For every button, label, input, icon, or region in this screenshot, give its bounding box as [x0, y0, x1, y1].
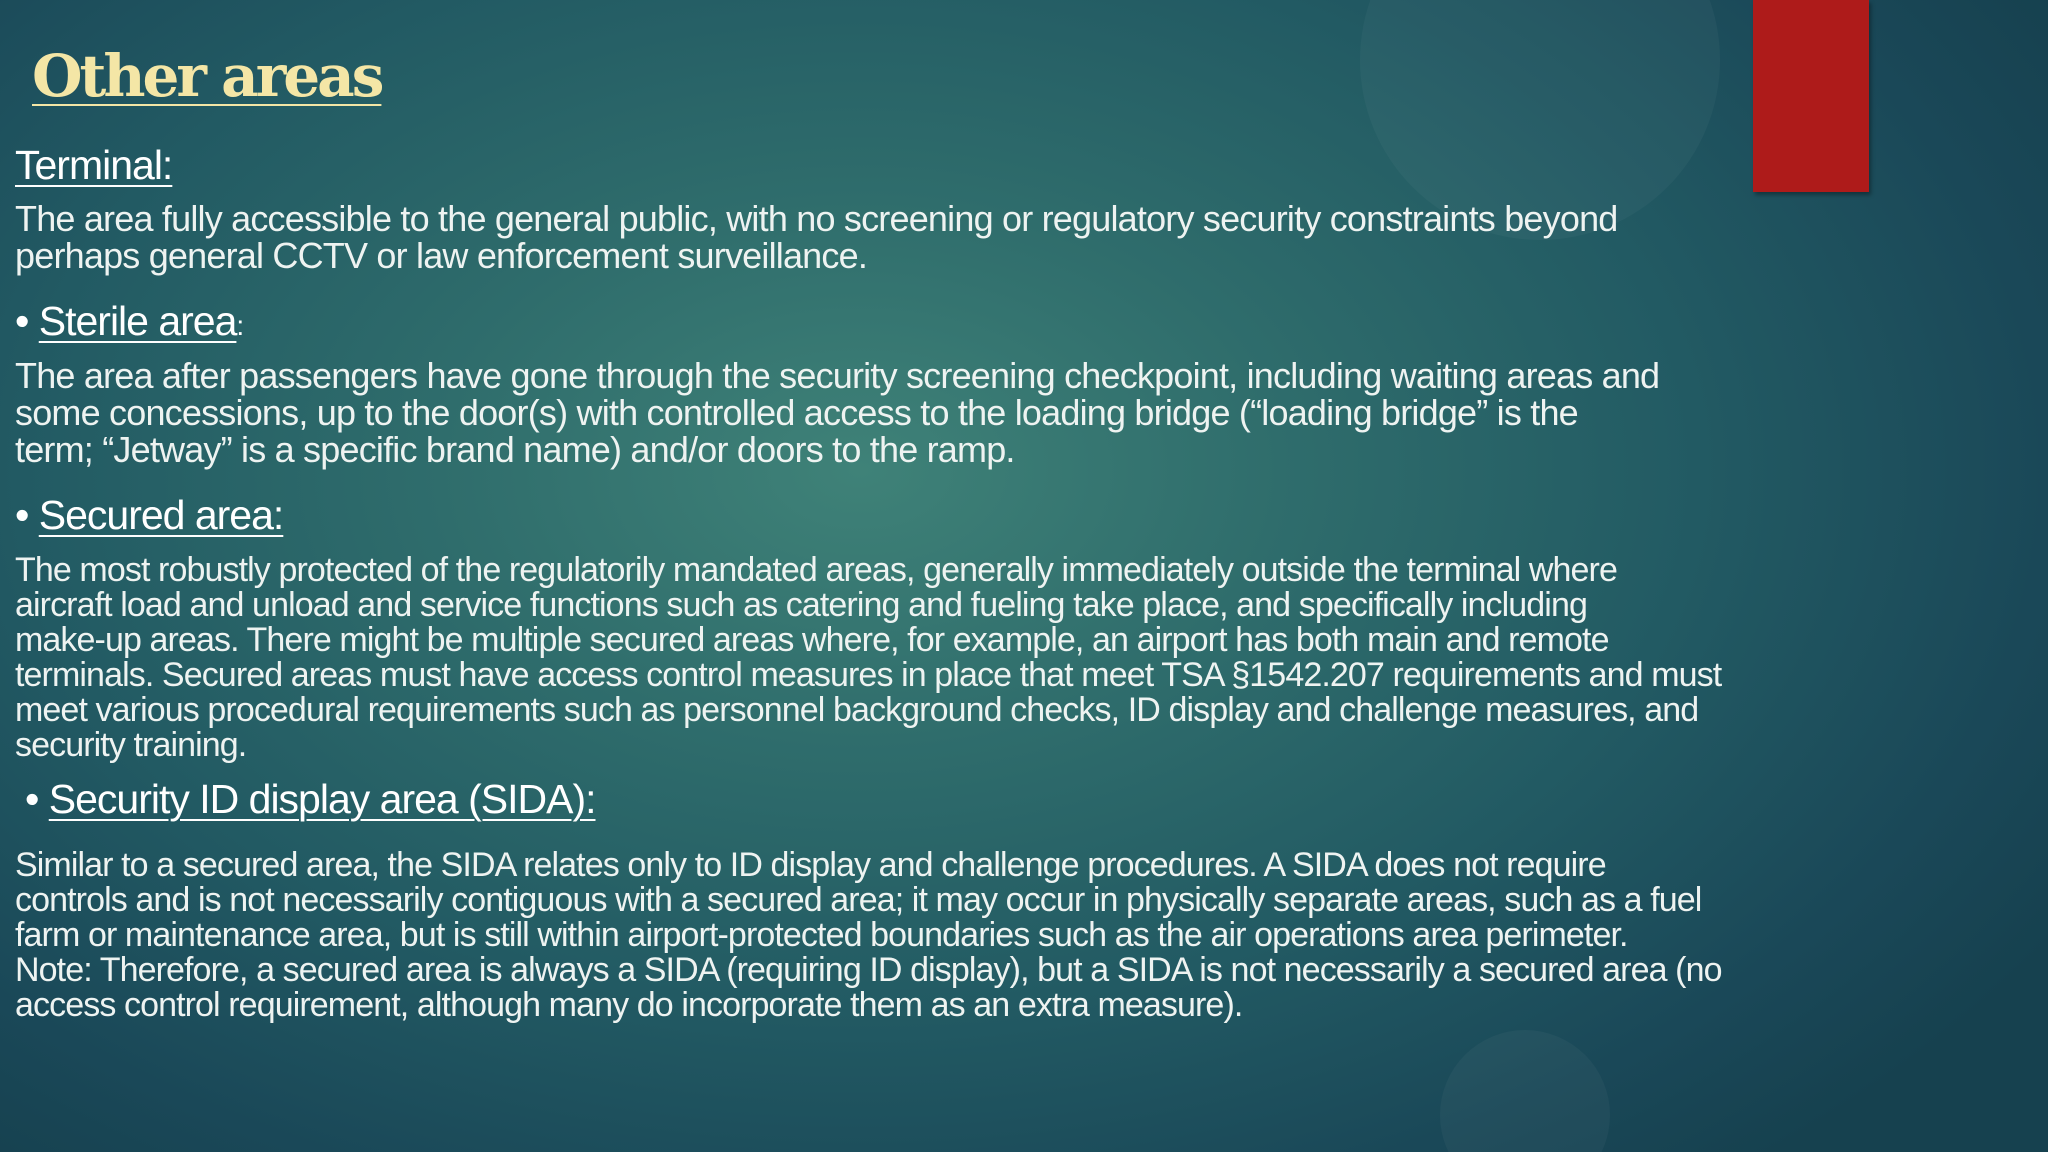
section-body-sterile-area: The area after passengers have gone through the security screening checkpoint, including waiting areas and some concessions, up to the door(s) with controlled access to the loading bridge (“loading bridge” is the term; “Jetway” is a specific brand name) and/or doors to the ramp.	[15, 355, 1660, 470]
bullet: •	[15, 298, 39, 344]
section-heading-sida	[25, 776, 596, 823]
section-body-secured-area: The most robustly protected of the regulatorily mandated areas, generally immediately outside the terminal where aircraft load and unload and service functions such as catering and fueling take place, and specifically including make-up areas. There might be multiple secured areas where, for example, an airport has both main and remote terminals. Secured areas must have access control measures in place that meet TSA §1542.207 requirements and must meet various procedural requirements such as personnel background checks, ID display and challenge measures, and security training.	[15, 551, 1722, 764]
bullet: •	[25, 776, 49, 822]
section-body-sida: Similar to a secured area, the SIDA relates only to ID display and challenge procedures. A SIDA does not require controls and is not necessarily contiguous with a secured area; it may occur in physically separate areas, such as a fuel farm or maintenance area, but is still within airport-protected boundaries such as the air operations area perimeter. Note: Therefore, a secured area is always a SIDA (requiring ID display), but a SIDA is not necessarily a secured area (no access control requirement, although many do incorporate them as an extra measure).	[15, 846, 1722, 1024]
heading-text: Terminal:	[15, 142, 173, 188]
bullet: •	[15, 492, 39, 538]
section-heading-sterile-area	[15, 298, 243, 345]
heading-text: Sterile area	[38, 298, 237, 344]
section-heading-secured-area	[15, 492, 283, 539]
decorative-circle	[1440, 1030, 1610, 1152]
section-heading-terminal	[15, 142, 172, 189]
heading-colon: :	[236, 310, 244, 341]
heading-text: Security ID display area (SIDA):	[48, 776, 596, 822]
heading-text: Secured area:	[38, 492, 284, 538]
section-body-terminal: The area fully accessible to the general public, with no screening or regulatory security constraints beyond perhaps general CCTV or law enforcement surveillance.	[15, 198, 1618, 276]
accent-tab	[1753, 0, 1869, 192]
slide-title: Other areas	[32, 42, 382, 110]
